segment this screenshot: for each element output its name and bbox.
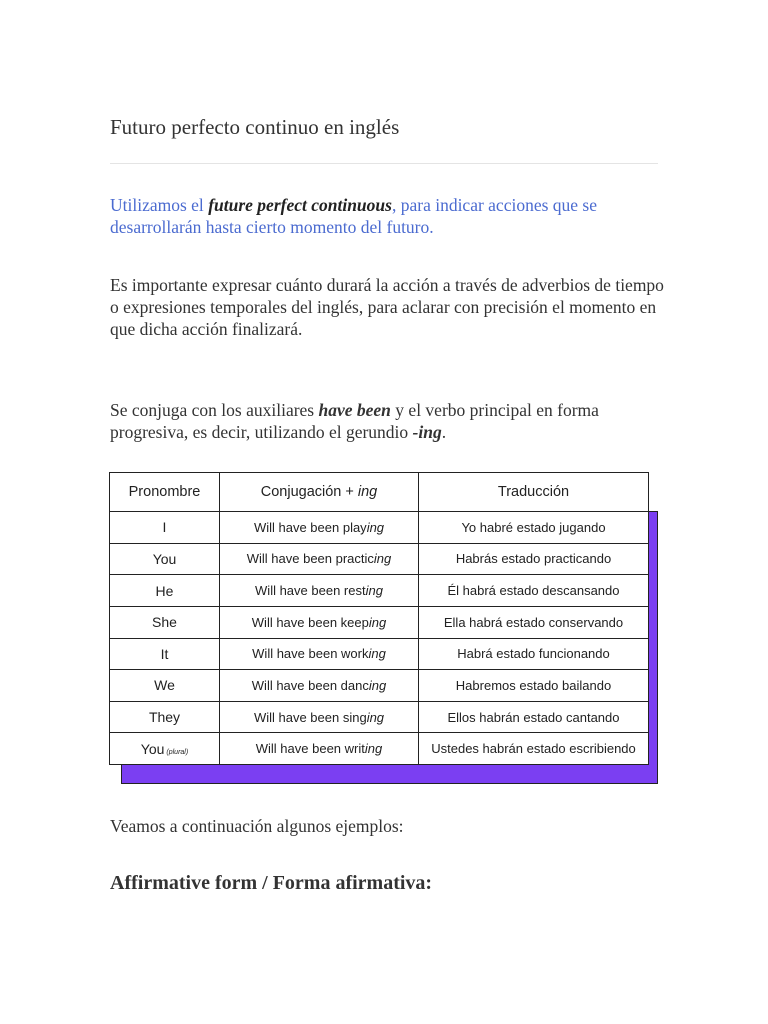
conjugation-ing: ing — [366, 519, 385, 535]
cell-translation: Habrá estado funcionando — [419, 638, 649, 670]
table-row — [110, 701, 649, 733]
cell-translation: Habrás estado practicando — [419, 543, 649, 575]
examples-intro: Veamos a continuación algunos ejemplos: — [110, 816, 404, 836]
conjugation-ing: ing — [365, 583, 383, 599]
cell-translation: Habremos estado bailando — [419, 670, 649, 702]
conjugation-stem: Will have been rest — [255, 583, 366, 599]
conjugation-ing: ing — [366, 709, 385, 725]
cell-pronoun — [110, 575, 220, 607]
cell-pronoun — [110, 733, 220, 765]
conjugation-ing: ing — [368, 646, 386, 662]
cell-conjugation — [220, 701, 419, 733]
pronoun-text: It — [160, 645, 169, 662]
title-divider — [110, 163, 658, 164]
header-conjugacion — [220, 473, 419, 512]
conjugation-ing: ing — [364, 741, 383, 757]
conjugation-stem: Will have been danc — [251, 677, 369, 693]
cell-translation: Ella habrá estado conservando — [419, 606, 649, 638]
conjugation-paragraph — [110, 399, 670, 443]
pronoun-note: (plural) — [166, 748, 189, 756]
conjugation-stem: Will have been work — [252, 646, 369, 662]
table-row — [110, 670, 649, 702]
auxiliary-emphasis: have been — [318, 400, 391, 420]
cell-pronoun — [110, 606, 220, 638]
cell-conjugation — [220, 575, 419, 607]
table-row — [110, 638, 649, 670]
pronoun-text: I — [162, 519, 167, 536]
pronoun-text: He — [155, 582, 174, 599]
header-conjugacion-suffix: ing — [357, 484, 378, 500]
table-header-row — [110, 473, 649, 512]
pronoun-text: She — [152, 614, 177, 631]
conjugation-stem: Will have been play — [253, 519, 367, 535]
table-row — [110, 543, 649, 575]
table-row — [110, 733, 649, 765]
cell-pronoun — [110, 670, 220, 702]
cell-translation: Ellos habrán estado cantando — [419, 701, 649, 733]
page-title: Futuro perfecto continuo en inglés — [110, 115, 400, 139]
pronoun-text: They — [148, 709, 181, 726]
explanation-paragraph: Es importante expresar cuánto durará la acción a través de adverbios de tiempo o expresiones temporales del inglés, para aclarar con precisión el momento en que dicha acción finalizará. — [110, 275, 664, 339]
conjugation-ing: ing — [373, 551, 392, 567]
conjugation-text-before: Se conjuga con los auxiliares — [110, 400, 319, 420]
pronoun-text: You — [152, 550, 177, 567]
intro-text-before: Utilizamos el — [110, 195, 209, 215]
cell-conjugation — [220, 512, 419, 544]
gerund-suffix-emphasis: -ing — [412, 422, 442, 442]
pronoun-text: You — [140, 740, 165, 757]
conjugation-stem: Will have been sing — [253, 709, 367, 725]
conjugation-stem: Will have been writ — [255, 741, 365, 757]
table-row — [110, 512, 649, 544]
cell-conjugation — [220, 638, 419, 670]
cell-conjugation — [220, 733, 419, 765]
cell-pronoun — [110, 512, 220, 544]
conjugation-text-middle: y el verbo principal en forma progresiva, es decir, utilizando el gerundio — [110, 400, 599, 442]
header-pronombre: Pronombre — [110, 473, 220, 512]
header-traduccion: Traducción — [419, 473, 649, 512]
intro-text-after: , para indicar acciones que se desarrollarán hasta cierto momento del futuro. — [110, 195, 598, 237]
conjugation-ing: ing — [368, 677, 387, 693]
section-heading-affirmative: Affirmative form / Forma afirmativa: — [110, 872, 433, 894]
intro-paragraph — [110, 194, 670, 238]
table-row — [110, 575, 649, 607]
conjugation-stem: Will have been practic — [246, 551, 374, 567]
conjugation-ing: ing — [368, 614, 387, 630]
cell-conjugation — [220, 543, 419, 575]
cell-conjugation — [220, 606, 419, 638]
cell-conjugation — [220, 670, 419, 702]
pronoun-text: We — [154, 677, 175, 694]
cell-translation: Él habrá estado descansando — [419, 575, 649, 607]
conjugation-stem: Will have been keep — [251, 614, 369, 630]
cell-pronoun — [110, 701, 220, 733]
table-row — [110, 606, 649, 638]
cell-translation: Yo habré estado jugando — [419, 512, 649, 544]
cell-pronoun — [110, 638, 220, 670]
cell-pronoun — [110, 543, 220, 575]
intro-emphasis: future perfect continuous — [208, 195, 392, 215]
conjugation-text-after: . — [441, 422, 447, 442]
conjugation-table — [109, 472, 649, 765]
cell-translation: Ustedes habrán estado escribiendo — [419, 733, 649, 765]
header-conjugacion-label: Conjugación + — [260, 484, 358, 500]
